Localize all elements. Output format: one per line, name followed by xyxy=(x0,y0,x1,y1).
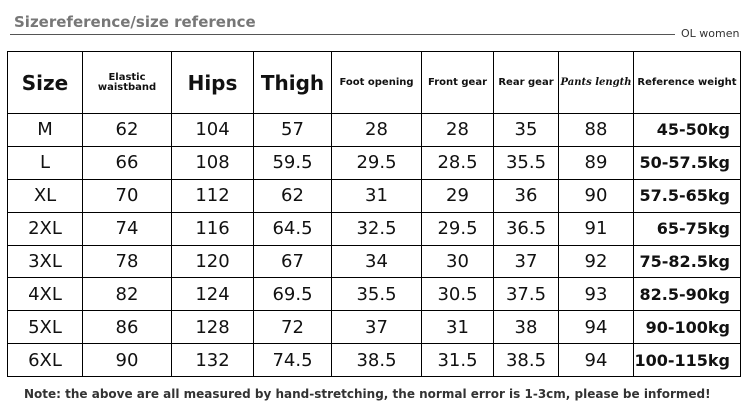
table-cell: 50-57.5kg xyxy=(634,146,741,179)
table-cell: L xyxy=(8,146,83,179)
table-cell: 90 xyxy=(559,179,634,212)
table-cell: 36 xyxy=(494,179,559,212)
table-row xyxy=(8,179,741,212)
table-cell: 38 xyxy=(494,311,559,344)
table-cell: 5XL xyxy=(8,311,83,344)
table-cell: XL xyxy=(8,179,83,212)
table-cell: 64.5 xyxy=(254,212,332,245)
table-cell: 31 xyxy=(332,179,422,212)
table-cell: 35.5 xyxy=(494,146,559,179)
table-cell: 30 xyxy=(422,245,494,278)
table-cell: 57 xyxy=(254,114,332,147)
table-cell: 6XL xyxy=(8,344,83,377)
table-cell: 89 xyxy=(559,146,634,179)
table-cell: 70 xyxy=(83,179,172,212)
table-cell: 128 xyxy=(172,311,254,344)
table-cell: 88 xyxy=(559,114,634,147)
table-cell: 30.5 xyxy=(422,278,494,311)
table-cell: 104 xyxy=(172,114,254,147)
column-header: Reference weight xyxy=(634,52,741,114)
table-cell: 28.5 xyxy=(422,146,494,179)
table-cell: 38.5 xyxy=(332,344,422,377)
table-row xyxy=(8,278,741,311)
table-cell: 78 xyxy=(83,245,172,278)
table-cell: 65-75kg xyxy=(634,212,741,245)
column-header: Front gear xyxy=(422,52,494,114)
table-cell: 82 xyxy=(83,278,172,311)
table-cell: 75-82.5kg xyxy=(634,245,741,278)
table-cell: 31 xyxy=(422,311,494,344)
table-row xyxy=(8,311,741,344)
table-cell: 45-50kg xyxy=(634,114,741,147)
table-cell: 67 xyxy=(254,245,332,278)
table-cell: 32.5 xyxy=(332,212,422,245)
table-cell: 132 xyxy=(172,344,254,377)
table-row xyxy=(8,245,741,278)
table-body xyxy=(8,114,741,377)
table-row xyxy=(8,212,741,245)
page-title: Sizereference/size reference xyxy=(14,13,256,31)
table-cell: 62 xyxy=(83,114,172,147)
brand-label: OL women xyxy=(681,27,740,40)
table-cell: 2XL xyxy=(8,212,83,245)
table-cell: 35.5 xyxy=(332,278,422,311)
table-header-row xyxy=(8,52,741,114)
table-row xyxy=(8,114,741,147)
column-header: Pants length xyxy=(559,52,634,114)
table-cell: 90 xyxy=(83,344,172,377)
table-cell: 3XL xyxy=(8,245,83,278)
table-cell: 94 xyxy=(559,311,634,344)
table-cell: 116 xyxy=(172,212,254,245)
column-header: Thigh xyxy=(254,52,332,114)
table-row xyxy=(8,146,741,179)
column-header: Rear gear xyxy=(494,52,559,114)
table-cell: 66 xyxy=(83,146,172,179)
table-cell: 86 xyxy=(83,311,172,344)
table-cell: 31.5 xyxy=(422,344,494,377)
table-cell: 34 xyxy=(332,245,422,278)
table-cell: 100-115kg xyxy=(634,344,741,377)
table-cell: 94 xyxy=(559,344,634,377)
size-chart-table xyxy=(7,51,741,377)
footnote: Note: the above are all measured by hand-stretching, the normal error is 1-3cm, please be informed! xyxy=(24,387,711,401)
table-cell: 29.5 xyxy=(332,146,422,179)
table-row xyxy=(8,344,741,377)
table-cell: 37 xyxy=(494,245,559,278)
table-cell: 35 xyxy=(494,114,559,147)
table-cell: 93 xyxy=(559,278,634,311)
column-header: Hips xyxy=(172,52,254,114)
table-cell: 112 xyxy=(172,179,254,212)
table-cell: 92 xyxy=(559,245,634,278)
column-header: Size xyxy=(8,52,83,114)
table-cell: 62 xyxy=(254,179,332,212)
table-cell: 59.5 xyxy=(254,146,332,179)
table-cell: 124 xyxy=(172,278,254,311)
table-cell: 120 xyxy=(172,245,254,278)
table-cell: 72 xyxy=(254,311,332,344)
table-cell: 37 xyxy=(332,311,422,344)
table-cell: 38.5 xyxy=(494,344,559,377)
table-cell: 69.5 xyxy=(254,278,332,311)
header-divider xyxy=(10,34,675,35)
table-cell: 74 xyxy=(83,212,172,245)
column-header: Foot opening xyxy=(332,52,422,114)
table-cell: 108 xyxy=(172,146,254,179)
table-cell: 28 xyxy=(332,114,422,147)
table-cell: 28 xyxy=(422,114,494,147)
table-cell: M xyxy=(8,114,83,147)
table-cell: 74.5 xyxy=(254,344,332,377)
column-header: Elastic waistband xyxy=(83,52,172,114)
table-cell: 36.5 xyxy=(494,212,559,245)
table-cell: 4XL xyxy=(8,278,83,311)
table-cell: 37.5 xyxy=(494,278,559,311)
table-cell: 90-100kg xyxy=(634,311,741,344)
table-cell: 82.5-90kg xyxy=(634,278,741,311)
table-cell: 91 xyxy=(559,212,634,245)
table-cell: 57.5-65kg xyxy=(634,179,741,212)
table-cell: 29.5 xyxy=(422,212,494,245)
table-cell: 29 xyxy=(422,179,494,212)
